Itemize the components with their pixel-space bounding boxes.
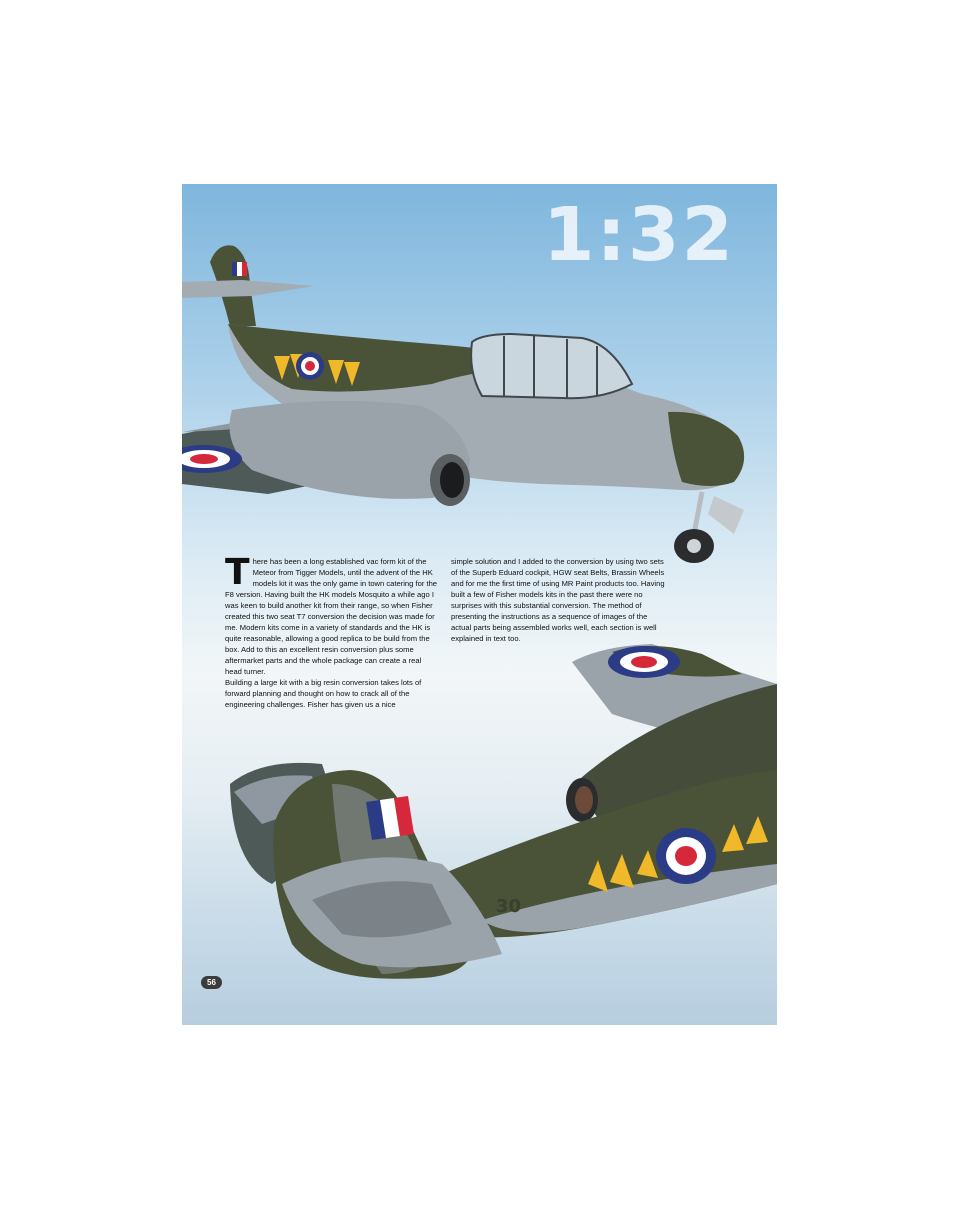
drop-cap: T	[225, 552, 250, 593]
upper-aircraft	[182, 245, 744, 563]
article-column-right	[451, 556, 665, 644]
magazine-page	[182, 184, 777, 1025]
article-paragraph: here has been a long established vac form kit of the Meteor from Tigger Models, until the advent of the HK models kit it was the only game in town catering for the F8 version. Having built the HK models Mosquito a while ago I was keen to build another kit from their range, so when Fisher created this two seat T7 conversion the decision was made for me. Modern kits come in a variety of standards and the HK is quite reasonable, allowing a good replica to be build from the box. Add to this an excellent resin conversion plus some aftermarket parts and the whole package can create a real head turner.	[225, 557, 438, 676]
article-paragraph: Building a large kit with a big resin conversion takes lots of forward planning and thought on how to crack all of the engineering challenges. Fisher has given us a nice	[225, 678, 422, 709]
article-paragraph: simple solution and I added to the conversion by using two sets of the Superb Eduard cockpit, HGW seat Belts, Brassin Wheels and for me the first time of using MR Paint products too. Having built a few of Fisher models kits in the past there were no surprises with this substantial conversion. The method of presenting the instructions as a sequence of images of the actual parts being assembled works well, each section is well explained in text too.	[451, 557, 665, 643]
page-number-badge: 56	[201, 976, 222, 989]
svg-text:30: 30	[496, 896, 522, 917]
scale-title: 1:32	[542, 192, 735, 278]
article-column-left	[225, 552, 438, 710]
